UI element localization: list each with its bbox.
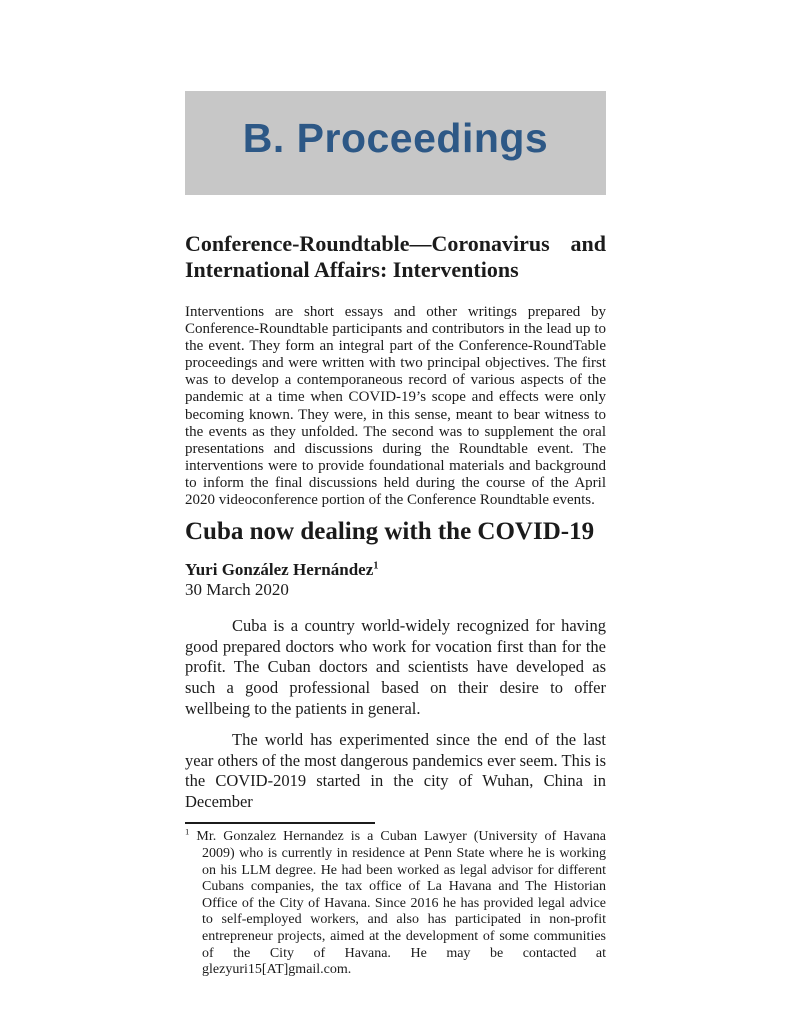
- footnote-text: Mr. Gonzalez Hernandez is a Cuban Lawyer (University of Havana 2009) who is currently in residence at Penn State where he is working on his LLM degree. He had been worked as legal advisor for different Cubans companies, the tax office of La Havana and The Historian Office of the City of Havana. Since 2016 he has provided legal advice to self-employed workers, and also has participated in non-profit entrepreneur projects, aimed at the development of some communities of the City of Havana. He may be contacted at glezyuri15[AT]gmail.com.: [196, 829, 606, 978]
- author-line: [185, 560, 606, 580]
- banner-title: B. Proceedings: [242, 114, 549, 161]
- document-page: [185, 0, 606, 979]
- date-line: 30 March 2020: [185, 580, 289, 600]
- article-title: [185, 231, 606, 283]
- body-paragraph-2: The world has experimented since the end of the last year others of the most dangerous pandemics ever seem. This is the COVID-2019 started in the city of Wuhan, China in December: [185, 730, 606, 811]
- footnote: [185, 826, 606, 978]
- author-name: Yuri González Hernández: [185, 560, 374, 580]
- section-heading: Cuba now dealing with the COVID-19: [185, 518, 595, 546]
- author-footnote-ref: 1: [373, 560, 379, 572]
- article-title-line-1: Conference-Roundtable—Coronavirus and: [185, 231, 606, 256]
- intro-paragraph: Interventions are short essays and other writings prepared by Conference-Roundtable participants and contributors in the lead up to the event. They form an integral part of the Conference-RoundTable proceedings and were written with two principal objectives. The first was to develop a contemporaneous record of various aspects of the pandemic at a time when COVID-19’s scope and effects were only becoming known. They were, in this sense, meant to bear witness to the events as they unfolded. The second was to supplement the oral presentations and discussions during the Roundtable event. The interventions were to provide foundational materials and background to inform the final discussions held during the course of the April 2020 videoconference portion of the Conference Roundtable events.: [185, 304, 606, 509]
- footnote-separator: [185, 822, 375, 824]
- footnote-marker: 1: [185, 826, 190, 837]
- article-title-line-2: International Affairs: Interventions: [185, 257, 519, 282]
- section-banner: [185, 91, 606, 195]
- body-paragraph-1: Cuba is a country world-widely recognized for having good prepared doctors who work for vocation first than for the profit. The Cuban doctors and scientists have developed as such a good professional based on their desire to offer wellbeing to the patients in general.: [185, 616, 606, 718]
